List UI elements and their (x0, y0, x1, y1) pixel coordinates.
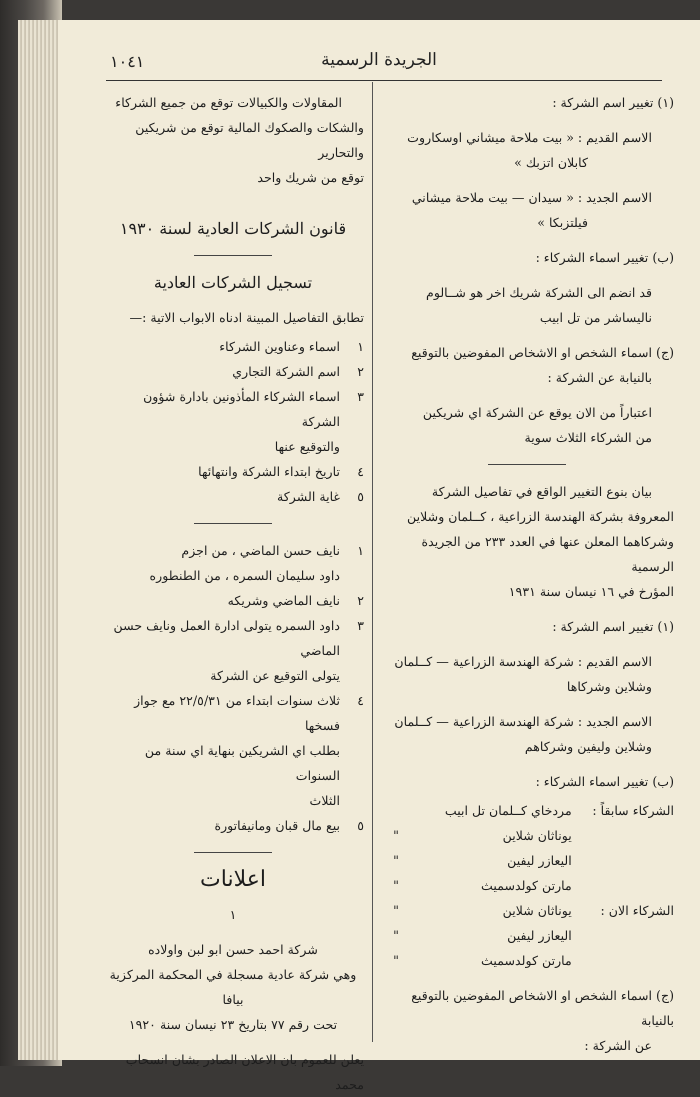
law-title: قانون الشركات العادية لسنة ١٩٣٠ (119, 219, 347, 238)
notice-intro-2: المعروفة بشركة الهندسة الزراعية ، كــلمان وشلاين (407, 509, 674, 524)
section-g-title2: عن الشركة : (584, 1038, 652, 1053)
new-name-cont: فيلتزبكا » (537, 215, 588, 230)
ditto-mark: " (393, 878, 399, 893)
list-item: ٥ غاية الشركة (277, 489, 364, 504)
partner-row (380, 823, 674, 848)
partner-row (380, 923, 674, 948)
list-item: ١ نايف حسن الماضي ، من اجزم (181, 543, 364, 558)
list-item: ٣ اسماء الشركاء المأذونين بادارة شؤون الشركة (143, 389, 364, 429)
separator-rule (194, 852, 272, 853)
list-item-cont: والتوقيع عنها (274, 439, 340, 454)
page-number: ١٠٤١ (110, 52, 145, 71)
ditto-mark: " (393, 903, 399, 918)
partner-row (380, 848, 674, 873)
list-item-cont: الثلاث (309, 793, 340, 808)
section-c-title: (ج) اسماء الشخص او الاشخاص المفوضين بالتوقيع (411, 345, 674, 360)
partners-prev-label: الشركاء سابقاً : (592, 803, 674, 818)
new-name-2: الاسم الجديد : شركة الهندسة الزراعية — كــلمان (394, 714, 652, 729)
list-item-cont: يتولى التوقيع عن الشركة (210, 668, 340, 683)
new-name-2-cont: وشلاين وليفين وشركاهم (524, 739, 652, 754)
partner-name: يوناثان شلاين (502, 828, 572, 843)
list-item-cont: داود سليمان السمره ، من الطنطوره (149, 568, 340, 583)
announcements-title: اعلانات (200, 867, 266, 892)
section-c-text1: اعتباراً من الان يوقع عن الشركة اي شريكين (422, 405, 652, 420)
ditto-mark: " (393, 853, 399, 868)
partner-name: يوناثان شلاين (502, 903, 572, 918)
section-c-title2: بالنيابة عن الشركة : (547, 370, 652, 385)
separator-rule (488, 464, 566, 465)
ditto-mark: " (393, 953, 399, 968)
signing-text-1: المقاولات والكبيالات توقع من جميع الشركاء (115, 95, 342, 110)
signing-text-3: توقع من شريك واحد (257, 170, 364, 185)
section-b-text1: قد انضم الى الشركة شريك اخر هو شــالوم (426, 285, 652, 300)
section-b-text2: ناليساشر من تل ابيب (539, 310, 652, 325)
notice-intro-3: وشركاهما المعلن عنها في العدد ٢٣٣ من الجريدة الرسمية (421, 534, 674, 574)
section-e-title: (١) تغيير اسم الشركة : (552, 619, 674, 634)
list-item: ٢ اسم الشركة التجاري (232, 364, 364, 379)
old-name-label: الاسم القديم : « بيت ملاحة ميشاني اوسكاروت (407, 130, 652, 145)
section-g-title: (ج) اسماء الشخص او الاشخاص المفوضين بالتوقيع بالنيابة (411, 988, 674, 1028)
separator-rule (194, 255, 272, 256)
separator-rule (194, 523, 272, 524)
notice-intro-1: بيان بنوع التغيير الواقع في تفاصيل الشركة (431, 484, 652, 499)
section-c-text2: من الشركاء الثلاث سوية (524, 430, 652, 445)
partner-name: اليعازر ليفين (507, 853, 572, 868)
header-rule (106, 80, 662, 81)
old-name-2: الاسم القديم : شركة الهندسة الزراعية — كــلمان (394, 654, 652, 669)
partner-row (380, 873, 674, 898)
registration-title: تسجيل الشركات العادية (153, 273, 313, 292)
list-item: ٢ نايف الماضي وشريكه (227, 593, 364, 608)
page-header-title: الجريدة الرسمية (321, 50, 437, 70)
list-item: ٤ تاريخ ابتداء الشركة وانتهائها (198, 464, 364, 479)
old-name-cont: كابلان اتزبك » (514, 155, 588, 170)
ditto-mark: " (393, 928, 399, 943)
list-item: ٣ داود السمره يتولى ادارة العمل ونايف حسن الماضي (113, 618, 364, 658)
section-f-title: (ب) تغيير اسماء الشركاء : (535, 774, 674, 789)
column-divider (372, 82, 373, 1042)
list-item: ١ اسماء وعناوين الشركاء (219, 339, 364, 354)
announcement-line-2: وهي شركة عادية مسجلة في المحكمة المركزية بيافا (109, 967, 357, 1007)
partner-name: مارتن كولدسميث (481, 878, 572, 893)
partners-now-label: الشركاء الان : (600, 903, 674, 918)
registration-intro: تطابق التفاصيل المبينة ادناه الابواب الاتية :— (129, 310, 364, 325)
ditto-mark: " (393, 828, 399, 843)
partner-name: مردخاي كــلمان تل ابيب (444, 803, 572, 818)
partner-name: مارتن كولدسميث (481, 953, 572, 968)
new-name-label: الاسم الجديد : « سيدان — بيت ملاحة ميشاني (411, 190, 652, 205)
partners-table (380, 798, 674, 973)
section-a-title: (١) تغيير اسم الشركة : (552, 95, 674, 110)
section-b-title: (ب) تغيير اسماء الشركاء : (535, 250, 674, 265)
notice-intro-4: المؤرخ في ١٦ نيسان سنة ١٩٣١ (508, 584, 674, 599)
announcement-line-1: شركة احمد حسن ابو لبن واولاده (148, 942, 318, 957)
signing-text-2: والشكات والصكوك المالية توقع من شريكين والتحارير (135, 120, 364, 160)
partner-row (380, 898, 674, 923)
announcement-line-3: تحت رقم ٧٧ بتاريخ ٢٣ نيسان سنة ١٩٢٠ (128, 1017, 338, 1032)
list-item-cont: بطلب اي الشريكين بنهاية اي سنة من السنوات (144, 743, 340, 783)
left-column (102, 90, 364, 1097)
list-item: ٤ ثلاث سنوات ابتداء من ٢٢/٥/٣١ مع جواز فسخها (134, 693, 364, 733)
old-name-2-cont: وشلاين وشركاها (566, 679, 652, 694)
partner-name: اليعازر ليفين (507, 928, 572, 943)
partner-row (380, 948, 674, 973)
partner-row (380, 798, 674, 823)
list-item: ٥ بيع مال قبان ومانيفاتورة (214, 818, 364, 833)
announcement-number: ١ (229, 907, 237, 922)
newspaper-page (58, 20, 700, 1092)
right-column (380, 90, 674, 1058)
announcement-line-4: يعلن للعموم بان الاعلان الصادر بشان انسحاب محمد (125, 1052, 364, 1092)
